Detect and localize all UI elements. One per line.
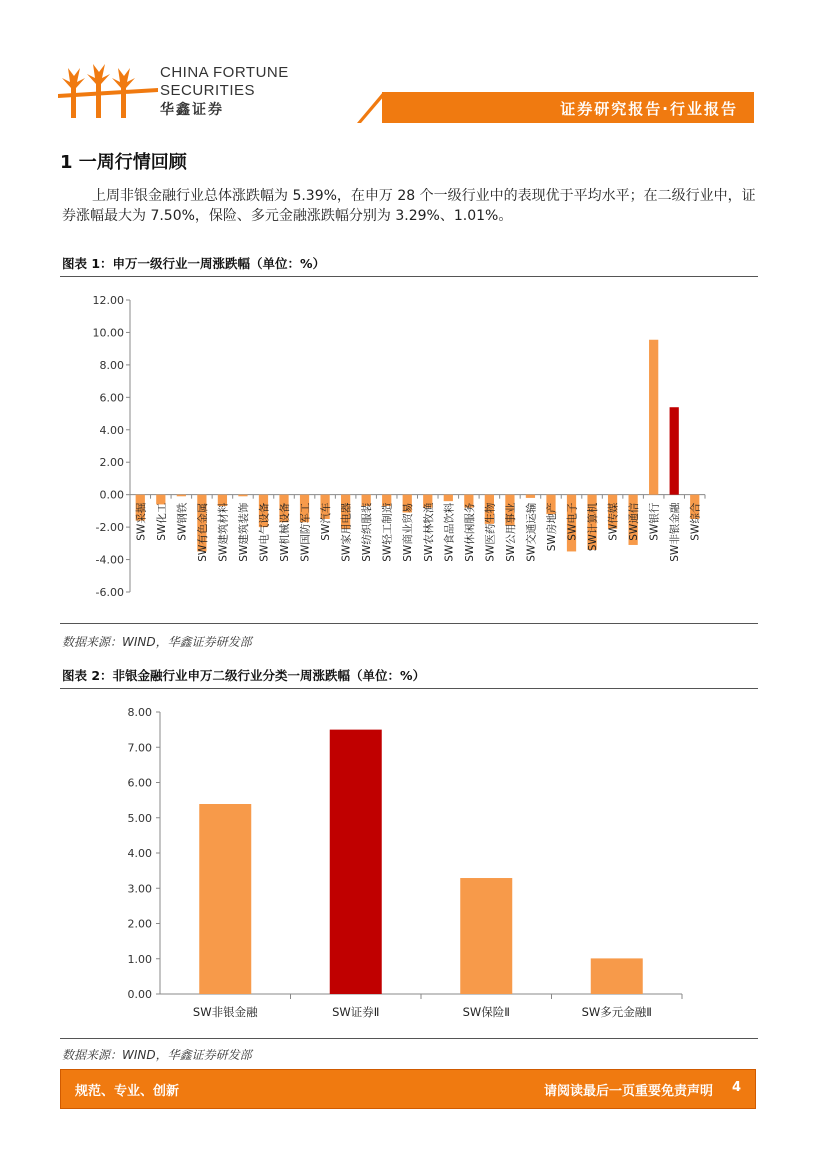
bar [526,495,535,498]
figure1-title: 图表 1：申万一级行业一周涨跌幅（单位：%） [62,256,326,271]
bar [199,804,251,994]
y-tick-label: 4.00 [127,847,152,860]
x-tick-label: SW传媒 [607,502,620,541]
x-tick-label: SW有色金属 [196,502,209,562]
y-tick-label: 8.00 [127,706,152,719]
y-tick-label: -2.00 [95,521,124,535]
y-tick-label: -4.00 [95,553,124,567]
bar [591,958,643,994]
bar [330,730,382,994]
figure1-source: 数据来源：WIND，华鑫证券研发部 [62,635,252,649]
x-tick-label: SW电气设备 [258,502,271,562]
x-tick-label: SW计算机 [587,502,600,552]
x-tick-label: SW综合 [689,502,702,541]
x-tick-label: SW食品饮料 [443,502,456,562]
y-tick-label: 12.00 [92,294,124,307]
company-name-en-2: SECURITIES [160,82,256,99]
footer-disclaimer-link[interactable]: 请阅读最后一页重要免责声明 [543,1084,713,1099]
bar [444,495,453,501]
x-tick-label: SW钢铁 [176,502,189,541]
company-name-cn: 华鑫证券 [160,101,224,117]
x-tick-label: SW机械设备 [279,502,292,562]
x-tick-label: SW建筑装饰 [237,502,250,562]
logo-figures-icon [58,58,158,120]
figure2-bottom-rule [60,1038,758,1039]
bar [460,878,512,994]
x-tick-label: SW公用事业 [504,502,517,562]
figure2-top-rule [60,688,758,689]
x-tick-label: SW休闲服务 [463,502,476,562]
x-tick-label: SW房地产 [545,502,558,552]
x-tick-label: SW证券Ⅱ [332,1005,380,1019]
y-tick-label: 6.00 [127,776,152,790]
section-title: 1 一周行情回顾 [60,152,187,173]
x-tick-label: SW通信 [628,502,641,541]
figure1-bottom-rule [60,623,758,624]
y-tick-label: 8.00 [99,358,124,372]
report-type: 证券研究报告·行业报告 [560,100,738,118]
x-tick-label: SW医药生物 [484,502,497,562]
y-tick-label: 0.00 [127,988,152,1001]
x-tick-label: SW交通运输 [525,502,538,562]
y-tick-label: 1.00 [127,952,152,966]
x-tick-label: SW农林牧渔 [422,502,435,562]
company-name-en-1: CHINA FORTUNE [160,64,289,81]
report-type-bar [382,92,754,123]
x-tick-label: SW化工 [155,502,168,541]
y-tick-label: 2.00 [127,917,152,931]
x-tick-label: SW汽车 [320,502,333,541]
x-tick-label: SW保险Ⅱ [462,1005,510,1019]
y-tick-label: -6.00 [95,586,124,599]
summary-paragraph: 上周非银金融行业总体涨跌幅为 5.39%，在申万 28 个一级行业中的表现优于平均水平；在二级行业中，证券涨幅最大为 7.50%，保险、多元金融涨跌幅分别为 3.29%、1.01%。 [62,188,756,224]
figure1-top-rule [60,276,758,277]
figure2-chart [60,694,758,1034]
y-tick-label: 2.00 [99,456,124,470]
y-tick-label: 0.00 [99,488,124,502]
bar [649,340,658,495]
y-tick-label: 6.00 [99,391,124,405]
figure1-chart [60,280,758,620]
figure2-title: 图表 2：非银金融行业申万二级行业分类一周涨跌幅（单位：%） [62,668,426,683]
x-tick-label: SW建筑材料 [217,502,230,562]
y-tick-label: 4.00 [99,423,124,437]
y-tick-label: 10.00 [92,326,124,340]
x-tick-label: SW银行 [648,502,661,541]
x-tick-label: SW纺织服装 [361,502,374,562]
figure2-source: 数据来源：WIND，华鑫证券研发部 [62,1048,252,1062]
bar [238,495,247,497]
y-tick-label: 3.00 [127,882,152,896]
x-tick-label: SW电子 [566,502,579,541]
x-tick-label: SW非银金融 [669,502,682,562]
bar [177,495,186,497]
bar [670,407,679,494]
y-tick-label: 7.00 [127,741,152,755]
page-number: 4 [731,1080,741,1095]
x-tick-label: SW采掘 [135,502,148,541]
x-tick-label: SW家用电器 [340,502,353,562]
header-slant-decoration [355,92,385,123]
footer-bar [60,1069,756,1109]
footer-slogan: 规范、专业、创新 [75,1084,180,1099]
y-tick-label: 5.00 [127,811,152,825]
x-tick-label: SW多元金融Ⅱ [581,1005,652,1019]
company-name [160,64,289,118]
x-tick-label: SW商业贸易 [402,502,415,562]
x-tick-label: SW非银金融 [192,1005,258,1019]
x-tick-label: SW国防军工 [299,502,312,562]
x-tick-label: SW轻工制造 [381,502,394,562]
